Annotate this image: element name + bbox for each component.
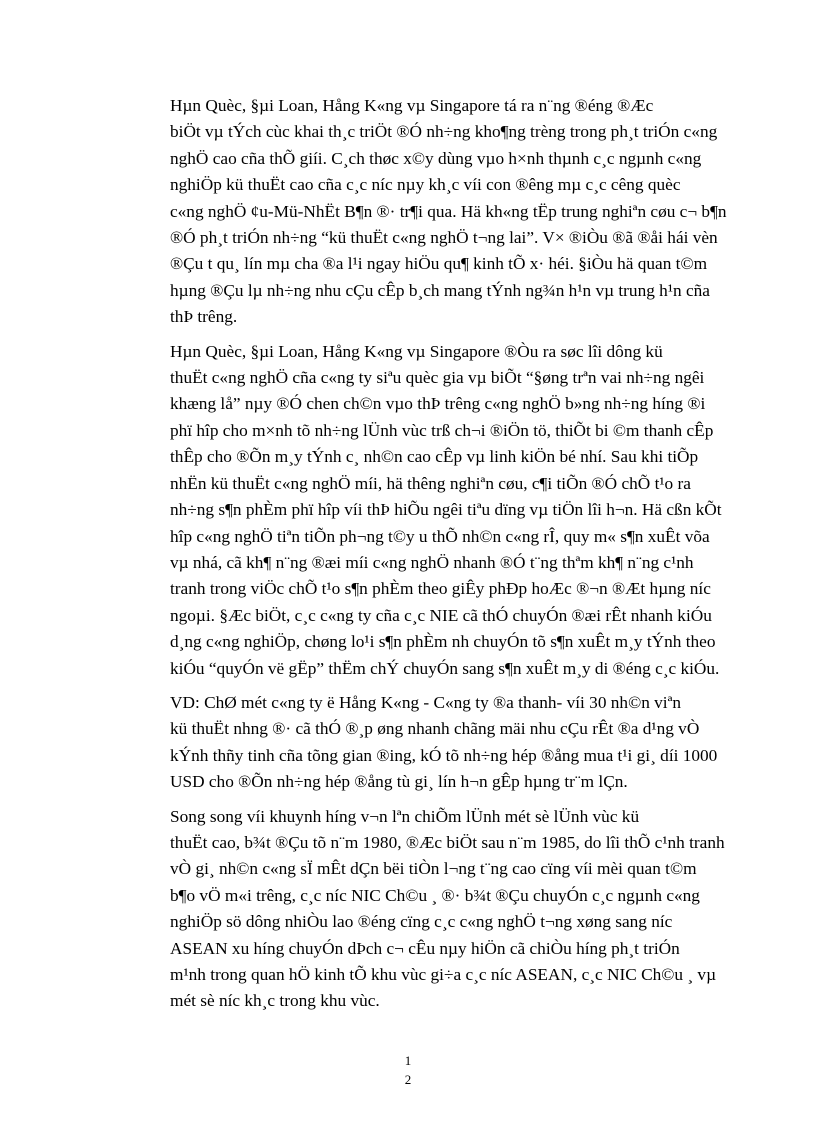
- text-line: vµ nhá, cã kh¶ n¨ng ®æi míi c«ng nghÖ nhanh ®Ó t¨ng thªm kh¶ n¨ng c¹nh: [170, 552, 694, 572]
- text-line: thuËt cao, b¾t ®Çu tõ n¨m 1980, ®Æc biÖt sau n¨m 1985, do lîi thÕ c¹nh tranh: [170, 832, 725, 852]
- text-line: thÊp cho ®Õn m¸y tÝnh c¸ nh©n cao cÊp vµ linh kiÖn bé nhí. Sau khi tiÕp: [170, 447, 699, 467]
- text-line: nghiÖp kü thuËt cao cña c¸c níc nµy kh¸c víi con ®êng mµ c¸c cêng quèc: [170, 175, 681, 195]
- text-line: kü thuËt nhng ®· cã thÓ ®¸p øng nhanh chãng mäi nhu cÇu rÊt ®a d¹ng vÒ: [170, 719, 700, 739]
- text-line: d¸ng c«ng nghiÖp, chøng lo¹i s¶n phÈm nh chuyÓn tõ s¶n xuÊt m¸y tÝnh theo: [170, 632, 716, 652]
- text-line: thuËt c«ng nghÖ cña c«ng ty siªu quèc gia vµ biÕt “§øng trªn vai nh÷ng ngêi: [170, 368, 705, 388]
- text-line: nh÷ng s¶n phÈm phï hîp víi thÞ hiÕu ngêi tiªu dïng vµ tiÖn lîi h¬n. Hä cßn kÕt: [170, 500, 722, 520]
- text-line: biÖt vµ tÝch cùc khai th¸c triÖt ®Ó nh÷ng kho¶ng trèng trong ph¸t triÓn c«ng: [170, 122, 718, 142]
- text-line: Song song víi khuynh híng v¬n lªn chiÕm lÜnh mét sè lÜnh vùc kü: [170, 806, 640, 826]
- paragraph-3: [128, 690, 740, 796]
- text-line: hµng ®Çu lµ nh÷ng nhu cÇu cÊp b¸ch mang tÝnh ng¾n h¹n vµ trung h¹n cña: [170, 280, 710, 300]
- text-line: m¹nh trong quan hÖ kinh tÕ khu vùc gi÷a c¸c níc ASEAN, c¸c NIC Ch©u ¸ vµ: [170, 965, 717, 984]
- text-line: ngoµi. §Æc biÖt, c¸c c«ng ty cña c¸c NIE cã thÓ chuyÓn ®æi rÊt nhanh kiÓu: [170, 605, 712, 625]
- text-line: ®Ó ph¸t triÓn nh÷ng “kü thuËt c«ng nghÖ t¬ng lai”. V× ®iÒu ®ã ®åi hái vèn: [170, 228, 718, 248]
- paragraph-4: [128, 804, 740, 1015]
- text-line: kiÓu “quyÓn vë gËp” thËm chÝ chuyÓn sang s¶n xuÊt m¸y di ®éng c¸c kiÓu.: [170, 658, 720, 678]
- paragraph-2: [128, 339, 740, 682]
- document-body: [128, 93, 740, 1023]
- text-line: vÒ gi¸ nh©n c«ng sÏ mÊt dÇn bëi tiÒn l¬ng t¨ng cao cïng víi mèi quan t©m: [170, 859, 697, 879]
- text-line: ®Çu t qu¸ lín mµ cha ®a l¹i ngay hiÖu qu¶ kinh tÕ x· héi. §iÒu hä quan t©m: [170, 254, 708, 274]
- text-line: Hµn Quèc, §µi Loan, Hång K«ng vµ Singapore ®Òu ra søc lîi dông kü: [170, 341, 663, 361]
- text-line: nghÖ cao cña thÕ giíi. C¸ch thøc x©y dùng vµo h×nh thµnh c¸c ngµnh c«ng: [170, 148, 702, 168]
- text-line: b¶o vÖ m«i trêng, c¸c níc NIC Ch©u ¸ ®· b¾t ®Çu chuyÓn c¸c ngµnh c«ng: [170, 885, 700, 905]
- text-line: c«ng nghÖ ¢u-Mü-NhËt B¶n ®· tr¶i qua. Hä kh«ng tËp trung nghiªn cøu c¬ b¶n: [170, 201, 727, 221]
- text-line: mét sè níc kh¸c trong khu vùc.: [170, 991, 380, 1011]
- paragraph-1: [128, 93, 740, 331]
- text-line: nhËn kü thuËt c«ng nghÖ míi, hä thêng nghiªn cøu, c¶i tiÕn ®Ó chÕ t¹o ra: [170, 473, 691, 493]
- text-line: ASEAN xu híng chuyÓn dÞch c¬ cÊu nµy hiÖn cã chiÒu híng ph¸t triÓn: [170, 938, 680, 958]
- text-line: khæng lå” nµy ®Ó chen ch©n vµo thÞ trêng c«ng nghÖ b»ng nh÷ng híng ®i: [170, 394, 706, 414]
- text-line: tranh trong viÖc chÕ t¹o s¶n phÈm theo giÊy phÐp hoÆc ®¬n ®Æt hµng níc: [170, 579, 711, 599]
- page-number-secondary: 2: [404, 1072, 412, 1087]
- text-line: VD: ChØ mét c«ng ty ë Hång K«ng - C«ng ty ®a thanh- víi 30 nh©n viªn: [170, 692, 682, 712]
- text-line: Hµn Quèc, §µi Loan, Hång K«ng vµ Singapore tá ra n¨ng ®éng ®Æc: [170, 96, 654, 115]
- text-line: USD cho ®Õn nh÷ng hép ®ång tù gi¸ lín h¬n gÊp hµng tr¨m lÇn.: [170, 772, 628, 792]
- text-line: hîp c«ng nghÖ tiªn tiÕn ph¬ng t©y u thÕ nh©n c«ng rÎ, quy m« s¶n xuÊt võa: [170, 526, 710, 546]
- text-line: nghiÖp sö dông nhiÒu lao ®éng cïng c¸c c«ng nghÖ t¬ng xøng sang níc: [170, 912, 673, 932]
- text-line: thÞ trêng.: [170, 307, 238, 327]
- text-line: phï hîp cho m×nh tõ nh÷ng lÜnh vùc trß ch¬i ®iÖn tö, thiÕt bi ©m thanh cÊp: [170, 420, 714, 440]
- text-line: kÝnh thñy tinh cña tõng gian ®ing, kÓ tõ nh÷ng hép ®ång mua t¹i gi¸ díi 1000: [170, 745, 718, 765]
- page-number: 1: [404, 1053, 412, 1068]
